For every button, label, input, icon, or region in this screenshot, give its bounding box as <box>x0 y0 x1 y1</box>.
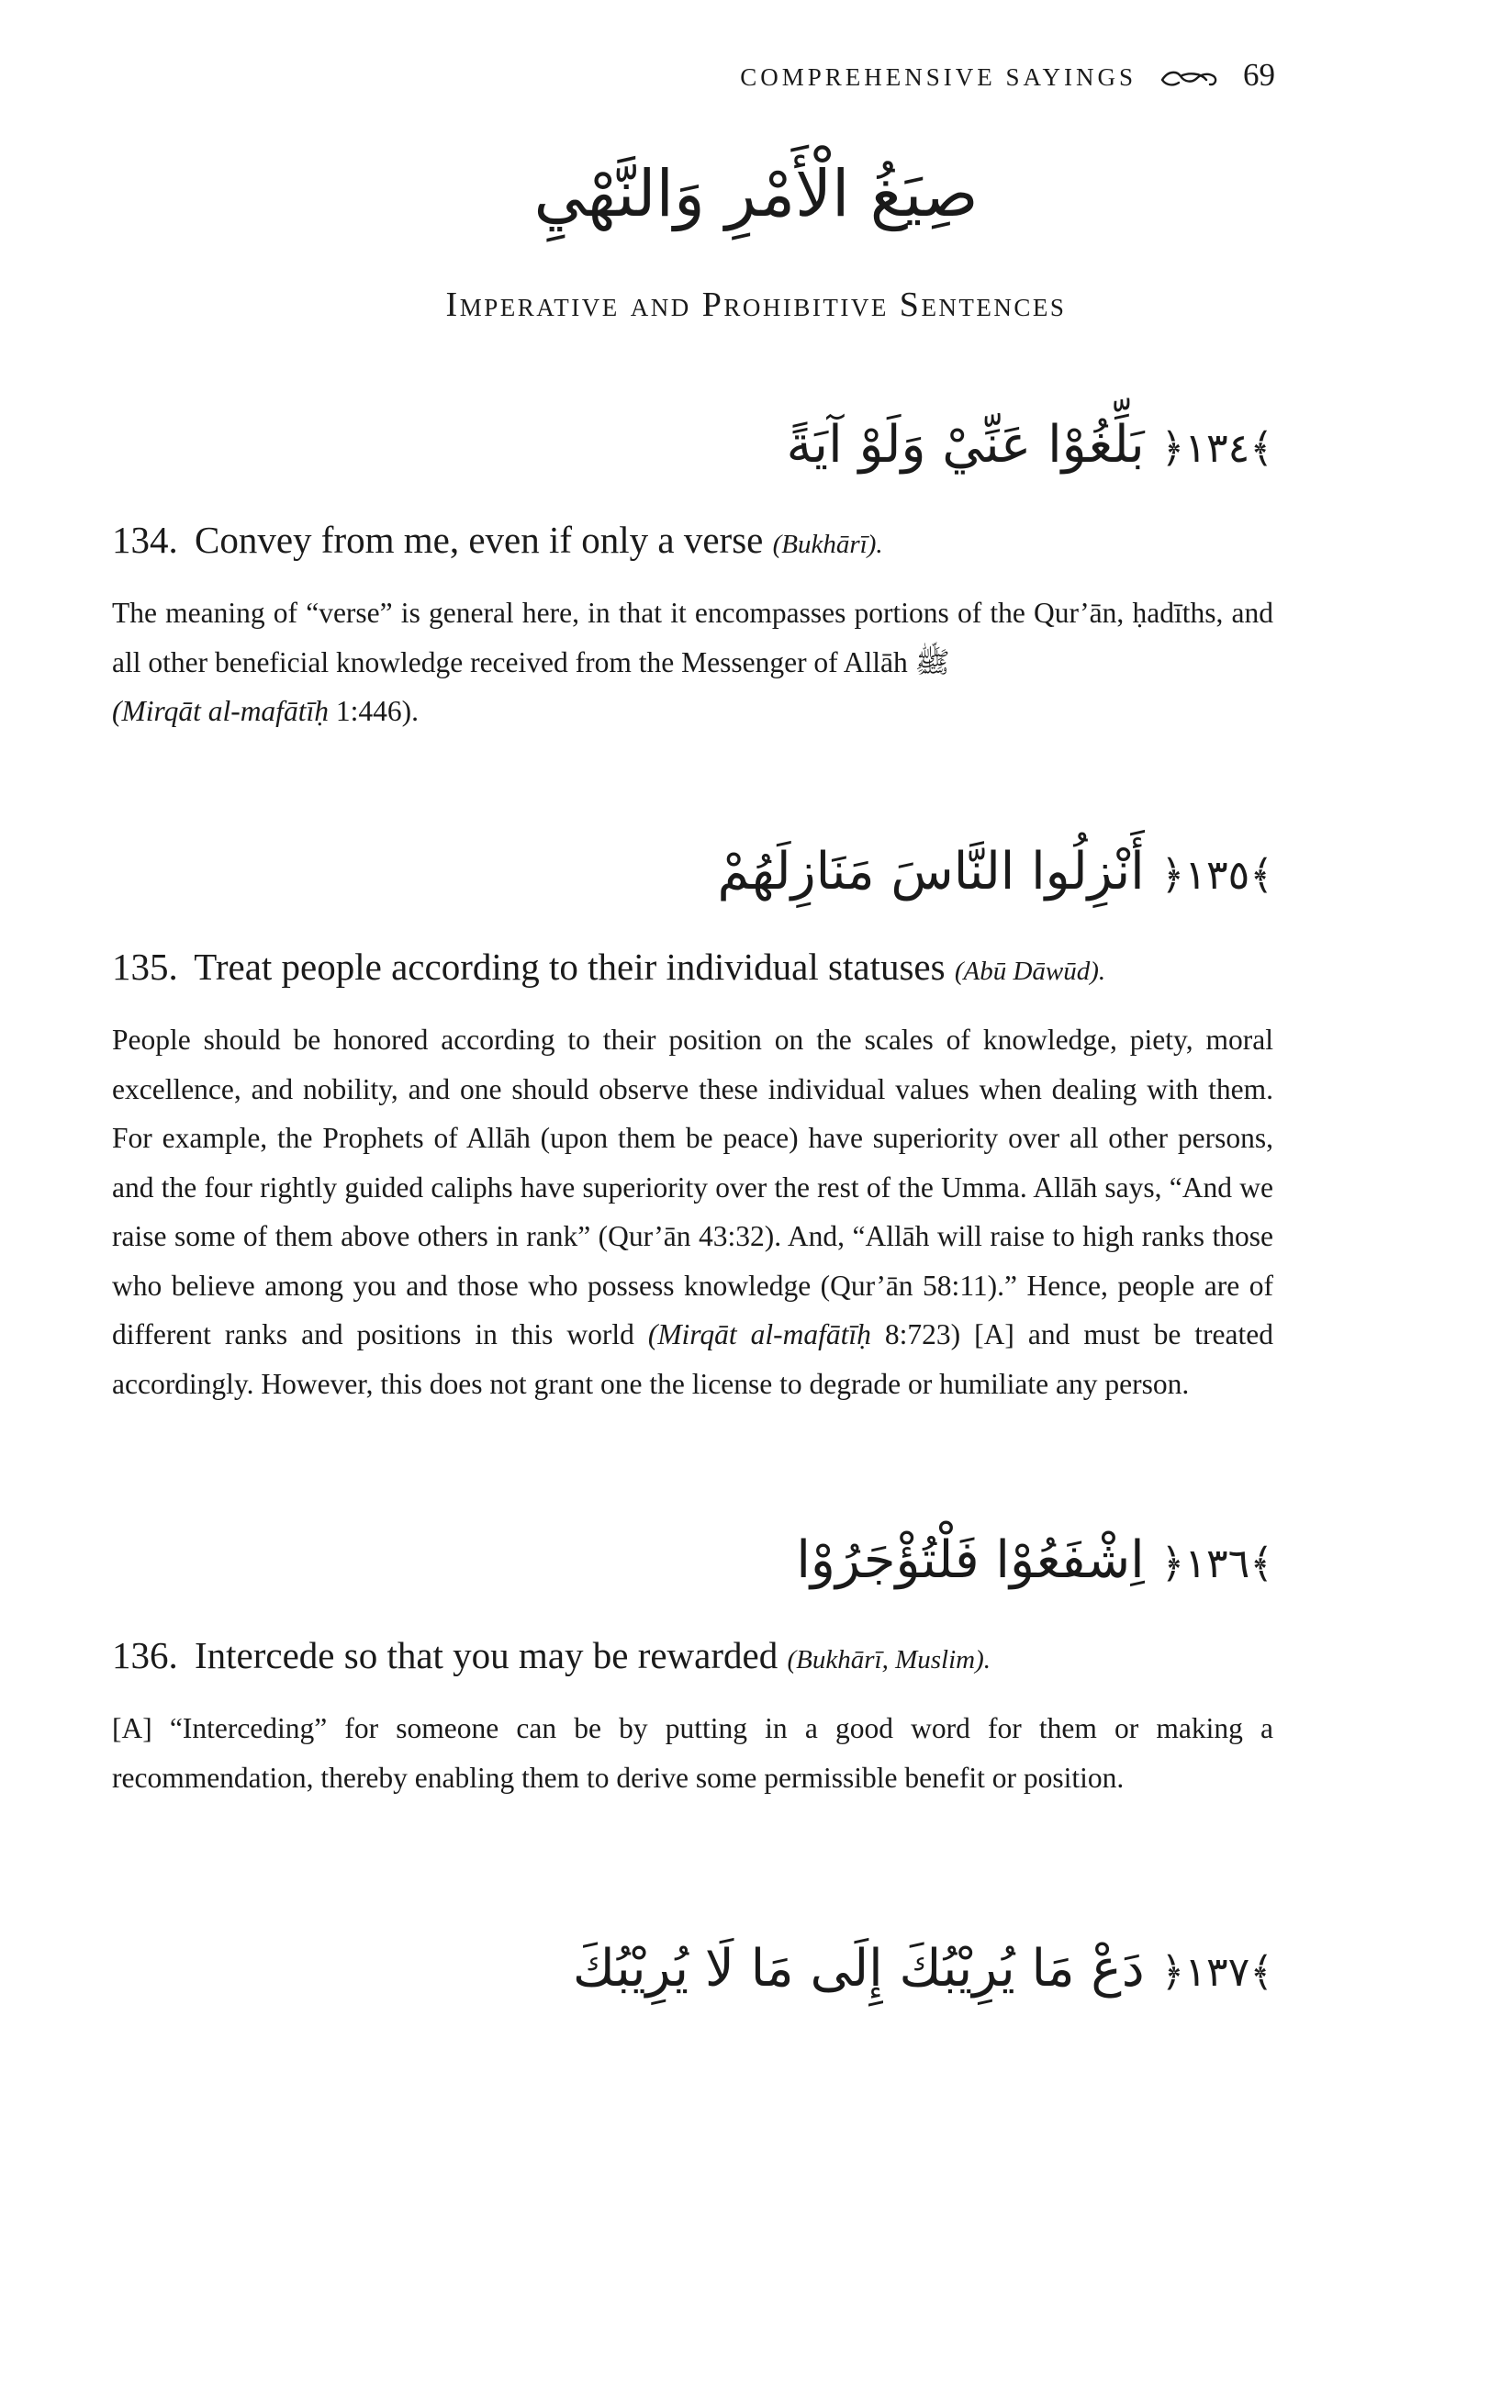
hadith-arabic-text: اِشْفَعُوْا فَلْتُؤْجَرُوْا <box>796 1530 1145 1590</box>
hadith-134 <box>112 404 1273 736</box>
ornate-bracket-close: ﴿ <box>1160 1949 1185 1996</box>
hadith-translation <box>112 514 1273 570</box>
hadith-number: 136. <box>112 1634 178 1676</box>
hadith-arabic-number: ١٣٧ <box>1184 1949 1250 1996</box>
ornate-bracket-open: ﴾ <box>1249 1540 1273 1587</box>
hadith-arabic-line <box>112 1928 1273 2010</box>
page-number: 69 <box>1243 57 1275 93</box>
hadith-commentary <box>112 1704 1273 1802</box>
hadith-commentary <box>112 1015 1273 1408</box>
hadith-arabic-number: ١٣٤ <box>1184 425 1250 472</box>
commentary-reference: (Mirqāt al-mafātīḥ <box>647 1318 871 1350</box>
commentary-reference-page: 1:446). <box>328 695 419 727</box>
running-title: COMPREHENSIVE SAYINGS <box>740 63 1137 91</box>
hadith-arabic-line <box>112 1519 1273 1602</box>
ornate-bracket-close: ﴿ <box>1160 1540 1185 1587</box>
section-title: Imperative and Prohibitive Sentences <box>445 286 1067 324</box>
ornate-bracket-close: ﴿ <box>1160 425 1185 472</box>
hadith-number: 134. <box>112 519 178 561</box>
running-header <box>740 57 1275 94</box>
ornate-bracket-open: ﴾ <box>1249 425 1273 472</box>
hadith-translation-text: Convey from me, even if only a verse <box>195 519 764 561</box>
hadith-137 <box>112 1928 1273 2010</box>
ornate-bracket-open: ﴾ <box>1249 852 1273 899</box>
hadith-arabic-number: ١٣٦ <box>1184 1540 1250 1587</box>
hadith-source: (Bukhārī). <box>772 530 883 559</box>
hadith-arabic-line <box>112 404 1273 487</box>
hadith-arabic-line <box>112 831 1273 913</box>
commentary-reference: (Mirqāt al-mafātīḥ <box>112 695 329 727</box>
ornate-bracket-close: ﴿ <box>1160 852 1185 899</box>
hadith-135 <box>112 831 1273 1408</box>
hadith-source: (Bukhārī, Muslim). <box>787 1645 991 1674</box>
hadith-arabic-text: دَعْ مَا يُرِيْبُكَ إِلَى مَا لَا يُرِيْبُكَ <box>572 1939 1145 1999</box>
hadith-number: 135. <box>112 946 178 988</box>
ornate-bracket-open: ﴾ <box>1249 1949 1273 1996</box>
commentary-text: [A] “Interceding” for someone can be by putting in a good word for them or making a recommendation, thereby enabling them to derive some permissible benefit or position. <box>112 1712 1273 1794</box>
hadith-commentary <box>112 588 1273 736</box>
hadith-arabic-text: بَلِّغُوْا عَنِّيْ وَلَوْ آيَةً <box>786 415 1145 475</box>
hadith-translation-text: Intercede so that you may be rewarded <box>195 1634 778 1676</box>
hadith-translation <box>112 1630 1273 1686</box>
hadith-translation-text: Treat people according to their individual statuses <box>194 946 946 988</box>
hadith-translation <box>112 941 1273 997</box>
commentary-text: The meaning of “verse” is general here, in that it encompasses portions of the Qur’ān, ḥadīths, and all other beneficial knowledge received from the Messenger of Allāh ﷺ <box>112 597 1273 678</box>
curl-ornament-icon <box>1160 67 1219 89</box>
hadith-source: (Abū Dāwūd). <box>954 957 1106 986</box>
commentary-reference-page: 8:723) [A] and must be treated accordingly. However, this does not grant one the license to degrade or humiliate any person. <box>112 1318 1273 1400</box>
hadith-arabic-number: ١٣٥ <box>1184 852 1250 899</box>
hadith-136 <box>112 1519 1273 1802</box>
hadith-arabic-text: أَنْزِلُوا النَّاسَ مَنَازِلَهُمْ <box>717 842 1145 902</box>
commentary-text: People should be honored according to their position on the scales of knowledge, piety, moral excellence, and nobility, and one should observe these individual values when dealing with them. For example, the Prophets of Allāh (upon them be peace) have superiority over all other persons, and the four rightly guided caliphs have superiority over the rest of the Umma. Allāh says, “And we raise some of them above others in rank” (Qur’ān 43:32). And, “Allāh will raise to high ranks those who believe among you and those who possess knowledge (Qur’ān 58:11).” Hence, people are of different ranks and positions in this world <box>112 1024 1273 1350</box>
section-arabic-title: صِيَغُ الْأَمْرِ وَالنَّهْيِ <box>533 156 979 231</box>
